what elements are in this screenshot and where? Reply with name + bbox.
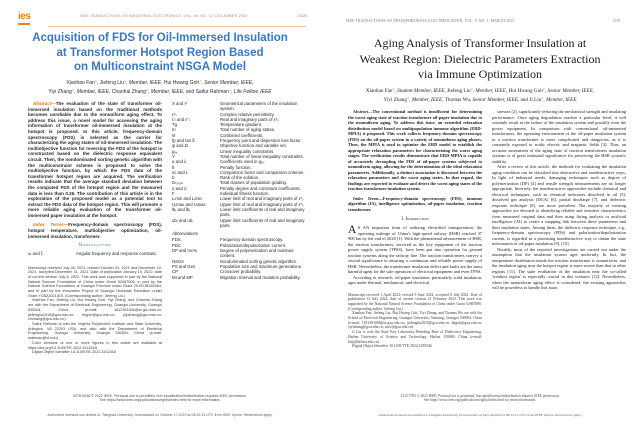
author-segment: Member, IEEE xyxy=(128,80,162,86)
author-segment: , xyxy=(148,89,151,95)
nomenclature-symbol: ubᵣ and ubᵢ xyxy=(172,217,193,223)
author-segment: Member, IEEE xyxy=(411,97,443,104)
nomenclature-definition: Coefficients used in gᵥᵥ. xyxy=(220,159,265,165)
author-segment: , and Ji Liu xyxy=(517,97,542,104)
author-segment: , xyxy=(409,97,412,104)
nomenclature-definition: Rank of the solution. xyxy=(220,175,260,181)
intro-paragraph-1-text: S AN important form of realizing electrified transportation, the operating mileage of China's high-speed railway (HSR) reached 37 900 km by the end of 2020 [1]. With the phenomenal advancement of HSR, the traction transformers, serviced as the key equipment of the traction power supply system (TPSS), have been put into operation for ground traction systems along the railway line. The traction transformers convey a crucial significance to ensuring a continuous and reliable power supply of HSR. Nevertheless, the transformer insulation defect and faults are the most harmful agent for the safe operation of electrical equipment and even TPSS. xyxy=(348,225,482,274)
nomenclature-definition: Frequency point and dispersion loss factor. xyxy=(220,138,302,144)
footnote-paragraph: Manuscript received 1 April 2022; revised 9 June 2022; accepted 8 July 2022. Date of publication 13 July 2022; date of current version 21 February 2023. This work was supported by the National Natural Science Foundation of China under Grant 52067006. (Corresponding author: Jiefeng Liu.) xyxy=(348,292,482,311)
nomenclature-list xyxy=(172,101,306,228)
abbreviation-symbol: PS and Gen xyxy=(172,263,196,269)
page-header xyxy=(18,12,307,25)
abbreviation-symbol: DP and mc% xyxy=(172,248,197,254)
nomenclature-row xyxy=(172,218,306,229)
nomenclature-symbol: Y xyxy=(172,153,175,159)
nomenclature-row xyxy=(172,101,306,112)
author-segment: Yiyi Zhang xyxy=(383,97,407,104)
abbreviation-symbol: NSGA xyxy=(172,258,185,264)
author-segment: , Hui Hwang Goh xyxy=(161,80,200,86)
copyright-footer xyxy=(16,394,304,403)
nomenclature-definition: Angular frequency and response constant. xyxy=(76,251,157,257)
author-segment: ● xyxy=(228,88,232,92)
paper-title-line: Weakest Region: Dielectric Parameters Extraction xyxy=(359,51,601,66)
nomenclature-symbol: fp and tan δ xyxy=(172,138,195,144)
nomenclature-symbol: b xyxy=(172,175,175,181)
abbreviation-definition: Migration Interval and mutation probability. xyxy=(220,274,301,280)
author-line-1 xyxy=(330,86,630,95)
nomenclature-definition: Lower limit coefficients of real and imaginary parts. xyxy=(220,206,305,218)
nomenclature-symbol: θ xyxy=(172,164,175,170)
left-column xyxy=(28,101,162,385)
section-heading-introduction: I. Introduction xyxy=(401,217,429,222)
index-terms-label: Index Terms— xyxy=(33,222,69,228)
index-terms-label: Index Terms— xyxy=(353,195,383,201)
nomenclature-symbol: Lᵣmin and Lᵢmin xyxy=(172,196,202,202)
nomenclature-definition: Temperature gradient. xyxy=(220,122,263,128)
abbreviation-symbol: PDC xyxy=(172,242,182,248)
nomenclature-symbol: m xyxy=(172,127,176,133)
author-segment: Student Member, IEEE xyxy=(397,88,445,94)
nomenclature-definition: Total classes of population grading. xyxy=(220,180,288,186)
license-line: Authorized licensed use limited to: Tsinghua University. Downloaded on October 17,2022 at 08:34:31 UTC from IEEE Xplore. Restrictions apply. xyxy=(47,413,273,417)
nomenclature-definition: Total number of aging states. xyxy=(220,127,276,133)
author-segment: Life Fellow, IEEE xyxy=(233,89,272,95)
abbreviation-definition: Degree of polymerization and moisture content. xyxy=(220,248,294,259)
left-column xyxy=(348,109,482,385)
author-segment: Senior Member, IEEE xyxy=(204,80,253,86)
abbreviations-list xyxy=(172,237,306,279)
footnote-paragraph: Xianhao Fan, Jiefeng Liu, Hui Hwang Goh, Yiyi Zhang, and Chaohai Zhang are with the Department of Electrical Engineering, Guangxi University, Guangxi 530004, China (e-mail: 1812391006@st.gxu.edu.cn; jiefengliu2018@gxu.edu.cn; hhgoh@gxu.edu.cn; yiyizhang@gxu.edu.cn; chzhang@gxu.edu.cn). xyxy=(28,298,162,322)
nomenclature-symbol: gᵥᵥ xyxy=(172,148,178,154)
nomenclature-definition: Geometrical parameters of the insulation system. xyxy=(220,101,298,112)
abstract xyxy=(348,109,482,192)
right-column xyxy=(172,101,306,385)
footnote-paragraph: Manuscript received July 26, 2021; revised October 31, 2021 and December 10, 2021; accepted December 31, 2021. Date of publication January 19, 2022; date of current version July 8, 2022. This work was supported in part by the National Natural Science Foundation of China under Grant 52067006, in part by the Natural Science Foundation of Guangxi Province under Grant 2019JJB160064, and in part by the Innovation Project of Guangxi Graduate Education under Grant YCBZ2021015. (Corresponding author: Jiefeng Liu.) xyxy=(28,265,162,298)
author-segment: , Jiefeng Liu xyxy=(96,80,124,86)
body-paragraph: stresses [2], significantly reducing the mechanical strength and insulating performance. Once aging degradation reaches a particular level, it will certainly result in the failure of the insulation system and possibly even the power equipment. In comparison with conventional oil-immersed transformers, the operating environment of the oil-paper insulation system in a traction transformer is more complicated and dangerous, as it is constantly exposed to acidic electric and magnetic fields [3]. Thus, an accurate assessment of the aging state of traction transformers insulation systems is of great industrial significance for preserving the HSR system's stability. xyxy=(492,109,626,164)
paper-page-right xyxy=(320,0,640,424)
index-terms-text: Frequency-domain spectroscopy (FDS), immune algorithm (IA), intelligence optimization, oil-paper insulation, traction transformer. xyxy=(348,195,482,212)
nomenclature-definition: Combined coefficients. xyxy=(220,132,264,138)
author-segment: Senior Member, IEEE xyxy=(547,88,593,94)
nomenclature-row xyxy=(28,251,162,256)
author-segment: ● xyxy=(542,87,545,91)
header-rule xyxy=(48,26,306,27)
author-segment: ● xyxy=(392,87,395,91)
abbreviation-definition: Population size and maximum generations. xyxy=(220,263,303,269)
nomenclature-symbol: Θ xyxy=(172,132,176,138)
paper-title-line: Aging Analysis of Transformer Insulation at xyxy=(373,36,587,50)
author-segment: ● xyxy=(406,96,410,101)
nomenclature-definition: Upper limit coefficients of real and imaginary parts. xyxy=(220,217,305,228)
nomenclature-symbol: X and Y xyxy=(172,101,188,106)
paper-title xyxy=(332,36,628,83)
abbreviation-definition: Frequency-domain spectroscopy. xyxy=(220,237,284,243)
author-segment: Xianhao Fan xyxy=(66,80,95,86)
footnote-paragraph: Xianhao Fan, Jiefeng Liu, Hui Hwang Goh, Yiyi Zhang, and Thomas Wu are with the School of Electrical Engineering, Guangxi University, Nanning, Guangxi 530004, China (e-mail: 1812391006@st.gxu.edu.cn; jiefengliu2018@gxu.edu.cn; hhgoh@gxu.edu.cn; yiyizhang@gxu.edu.cn; wuw@gxu.edu.cn). xyxy=(348,311,482,330)
index-terms-text: Frequency-domain spectroscopy (FDS), hotspot temperature, multiobjective optimization, oil-immersed insulation, transformer. xyxy=(28,222,162,239)
paper-title-line: on Multiconstraint NSGA Model xyxy=(73,61,247,73)
footnote-paragraph: Digital Object Identifier 10.1109/TIE.2022.3142416 xyxy=(32,350,116,355)
abstract-text: The evaluation of the state of transformer oil-immersed insulation based on the traditional methods becomes unreliable due to the nonuniform aging effect. To address this issue, a novel model for accessing the aging information of transformer oil-immersed insulation at the hotspot is proposed. In this article, frequency-domain spectroscopy (FDS) is selected as the carrier for characterizing the aging states of oil-immersed insulation. The multiobjective function for reversing the FDS of the hotspot is constructed based on the dielectric response equivalent circuit. Then, the nondominated sorting genetic algorithm with the multiconstraint scheme is proposed to solve the multiobjective function, by which the FDS data of the transformer hotspot region are acquired. The verification results indicate that the average standard deviation between the computed FDS of the hotspot region and the measured data is less than 0.26. The contribution of this article is in the exploration of the proposed model as a potential tool to extract the FDS data of the hotspot region. This will promote a more reliable aging evaluation of the transformer oil-immersed paper insulation at the hotspot. xyxy=(28,101,162,218)
footnote-paragraph: Color versions of one or more figures in this article are available at https://doi.org/10.1109/TIE.2022.3142416. xyxy=(28,340,162,350)
nomenclature-definition: Penalty function. xyxy=(220,164,252,170)
author-segment: , xyxy=(544,88,548,94)
running-head: IEEE TRANSACTIONS ON TRANSPORTATION ELECTRIFICATION, VOL. 9, NO. 1, MARCH 2023 xyxy=(346,19,515,23)
author-segment: ● xyxy=(199,79,202,83)
copyright-line-2: See https://www.ieee.org/publications/rights/index.html for more information. xyxy=(423,398,537,403)
two-column-body xyxy=(28,101,306,385)
nomenclature-definition: Penalty degree and constraint coefficients. xyxy=(220,185,301,191)
author-segment: , Chaohai Zhang xyxy=(108,89,146,95)
two-column-body xyxy=(348,109,626,385)
paper-title-line: Acquisition of FDS for Oil-Immersed Insulation xyxy=(32,32,288,44)
page-number: 1578 xyxy=(612,19,620,23)
abbreviation-row xyxy=(172,248,306,259)
abbreviation-symbol: FDS. xyxy=(172,237,182,243)
index-terms xyxy=(348,196,482,213)
author-segment: Senior Member, IEEE xyxy=(472,97,518,104)
author-segment: , xyxy=(252,80,254,86)
copyright-line-2: See https://www.ieee.org/publications/rights/index.html for more information. xyxy=(99,398,221,403)
nomenclature-definition: Lower limit of real and imaginary parts of ε*ᵣ. xyxy=(220,196,305,202)
abstract xyxy=(28,101,162,218)
abbreviation-definition: Polarization/depolarization current. xyxy=(220,242,287,248)
copyright-line-1: 2332-7782 © 2022 IEEE. Personal use is permitted, but republication/redistribution requires IEEE permission. xyxy=(400,393,560,398)
nomenclature-definition: Upper limit of real and imaginary parts of ε*ᵣ. xyxy=(220,201,305,207)
author-segment: , xyxy=(592,88,595,94)
nomenclature-heading: Nomenclature xyxy=(78,243,112,249)
first-page-footnotes xyxy=(348,293,482,349)
nomenclature-symbol: F xyxy=(172,191,175,197)
nomenclature-symbol: ψ and Ω xyxy=(172,143,188,149)
author-segment: Member, IEEE xyxy=(475,88,506,94)
author-segment: , Hui Hwang Goh xyxy=(505,88,543,94)
author-segment: , xyxy=(201,80,205,86)
copyright-footer xyxy=(336,394,624,403)
nomenclature-symbol: ω and ξ xyxy=(28,251,43,257)
author-segment: Member, IEEE xyxy=(76,89,109,95)
nomenclature-list-first xyxy=(28,251,162,256)
nomenclature-symbol: η and σ xyxy=(172,185,187,191)
author-segment: , and Saifur Rahman xyxy=(183,89,229,95)
intro-paragraph-1 xyxy=(348,225,482,275)
page-header xyxy=(346,19,620,23)
author-line-2 xyxy=(8,87,312,96)
nomenclature-row xyxy=(172,207,306,218)
nomenclature-symbol: ε′ᵣ and ε″ᵣ xyxy=(172,116,190,122)
author-segment: , xyxy=(472,88,476,94)
body-paragraph: After a review of this article, the methods for evaluating the insulation aging condition can be classified into destructive and nondestructive ways. In light of industrial needs, damaging techniques such as degree of polymerization (DP) [4] and tensile strength measurements are no longer appropriate. Inversely, the nondestructive approaches include chemical and electrical techniques, such as chemical indicators dissolved in oil [5], dissolved gas analysis (DGA) [6], partial discharge [7], and dielectric response technique [8], are more prevalent. The majority of existing approaches are devoted to identifying reliable and sensitive characteristics from measured original data and then using fitting analysis or artificial intelligence (AI) to create a mapping link between these parameters and their insulation states. Among them, the dielectric response technique, e.g., frequency-domain spectroscopy (FDS) and polarization/depolarization current, is regarded as a promising nondestructive way to obtain the state information of oil-paper insulation [9], [10]. xyxy=(492,164,626,246)
nomenclature-definition: Real and imaginary parts of ε*ᵣ. xyxy=(220,116,280,122)
first-page-footnotes xyxy=(28,266,162,355)
nomenclature-symbol: lbᵣ and lbᵢ xyxy=(172,206,190,212)
abbreviation-row xyxy=(172,275,306,280)
author-segment: ● xyxy=(541,96,544,101)
author-segment: ● xyxy=(145,88,149,92)
author-segment: ● xyxy=(470,87,473,91)
ies-society-logo: ies xyxy=(18,12,30,25)
nomenclature-symbol: νᴄ and ε xyxy=(172,169,188,175)
author-segment: Yiyi Zhang xyxy=(48,89,72,95)
intro-paragraph-2: According to research, oil-paper insulation, particularly solid insulation, ages under thermal, mechanical, and electrical xyxy=(348,274,482,285)
author-segment: , xyxy=(231,89,234,95)
nomenclature-symbol: Uᵣmax and Uᵢmax xyxy=(172,201,206,207)
page-number: 13625 xyxy=(297,14,307,18)
nomenclature-definition: Linear inequality constraints. xyxy=(220,148,275,154)
author-segment: , xyxy=(126,80,129,86)
author-segment: ● xyxy=(71,88,74,92)
author-segment: , Jiefeng Liu xyxy=(444,88,471,94)
nomenclature-definition: Total number of linear inequality constraints. xyxy=(220,153,304,159)
paper-title-line: at Transformer Hotspot Region Based xyxy=(56,46,264,59)
paper-title-line: via Immune Optimization xyxy=(418,67,542,81)
abstract-text: The conventional method is insufficient for determining the worst aging state of traction transformer oil-paper insulation due to the nonuniform aging. To address this issue, an extended relaxation distribution model based on multipopulation immune algorithm (ERD-MPIA) is proposed. This work collects frequency-domain spectroscopy (FDS) on the oil-paper system in a variety of nonuniform aging phases. Then, the MPIA is used to optimize the ERD model to establish the appropriate relaxation parameters for characterizing the worst aging stages. The verification results demonstrate that ERD-MPIA is capable of accurately decoupling the FDS of oil-paper systems subjected to nonuniform aging, allowing for the determination of the ideal relaxation parameters. Additionally, a distinct association is discussed between the relaxation parameters and the worst aging states. In that regard, the findings are expected to evaluate and detect the worst aging states of the traction transformer insulation system. xyxy=(348,109,482,191)
nomenclature-symbol: ε*ᵣ xyxy=(172,111,177,117)
footnote-paragraph: Ji Liu is with the State Key Laboratory Breeding Base of Dielectrics Engineering, Harbin University of Science and Technology, Harbin 150080, China (e-mail: liuji@hrbust.edu.cn). xyxy=(348,330,482,344)
author-line-1 xyxy=(8,78,312,87)
footnote-paragraph: Digital Object Identifier 10.1109/TTE.2022.3190346 xyxy=(352,344,432,349)
author-block xyxy=(8,78,312,96)
abbreviation-symbol: CP xyxy=(172,269,178,275)
abbreviation-definition: Crossover probability. xyxy=(220,269,262,275)
author-segment: Xianhao Fan xyxy=(365,88,393,94)
nomenclature-definition: Objective function and variable set. xyxy=(220,143,287,149)
paper-title xyxy=(8,31,312,75)
footnote-paragraph: Saifur Rahman is with the Virginia Polytechnic Institute and State University, Arlington, VA 22203 USA, and also with the Department of Electrical Engineering, Guangxi University, Guangxi 530004, China (e-mail: srahman@vt.edu). xyxy=(28,321,162,341)
author-segment: , Thomas Wu, xyxy=(442,97,473,104)
author-block xyxy=(330,86,630,104)
running-head: IEEE TRANSACTIONS ON INDUSTRIAL ELECTRONICS, VOL. 69, NO. 12, DECEMBER 2022 xyxy=(80,14,248,18)
nomenclature-symbol: Dₜₒₜₐₗₛ xyxy=(172,180,184,186)
author-segment: , xyxy=(73,89,77,95)
author-segment: ● xyxy=(123,79,127,83)
abstract-label: Abstract— xyxy=(33,101,56,106)
abbreviation-symbol: MI and MP xyxy=(172,274,193,280)
drop-cap: A xyxy=(348,224,357,236)
nomenclature-definition: Comparison factor and comparison criterion. xyxy=(220,169,305,175)
abstract-label: Abstract— xyxy=(353,109,373,114)
nomenclature-definition: Complex relative permittivity. xyxy=(220,111,275,117)
right-column xyxy=(492,109,626,385)
author-line-2 xyxy=(330,95,630,104)
abbreviations-label: Abbreviations xyxy=(172,231,199,237)
index-terms xyxy=(28,222,162,239)
author-segment: Member, IEEE xyxy=(545,97,577,104)
nomenclature-symbol: Tɡ xyxy=(172,122,178,128)
license-line: Authorized licensed use limited to: Tsinghua University. Downloaded on May 04,2023 at 08:12:15 UTC from IEEE Xplore. Restrictions apply. xyxy=(378,413,582,417)
author-segment: ● xyxy=(94,79,97,83)
author-segment: , xyxy=(543,97,546,104)
author-segment: , xyxy=(394,88,398,94)
nomenclature-definition: Individual fitness function. xyxy=(220,191,270,197)
body-paragraph: Notably, most of the reported investigations are carried out under the assumption that the insulation system ages uniformly. In fact, the temperature distribution inside the traction transformer is nonuniform, and the insulation aging near the hotspot region is more severe than that in other regions [11]. The state evaluation of the insulation near the so-called 'weakest region' is especially crucial in this scenario [12]. Nevertheless, when the nonuniform aging effect is considered, the existing approaches will be powerless to handle this issue. xyxy=(492,246,626,290)
copyright-line-1: 0278-0046 © 2022 IEEE. Personal use is permitted, but republication/redistribution requires IEEE permission. xyxy=(72,393,248,398)
nomenclature-symbol: α and λ xyxy=(172,159,187,165)
abbreviation-definition: Nondominated sorting genetic algorithm. xyxy=(220,258,298,264)
author-segment: Member, IEEE xyxy=(150,89,184,95)
